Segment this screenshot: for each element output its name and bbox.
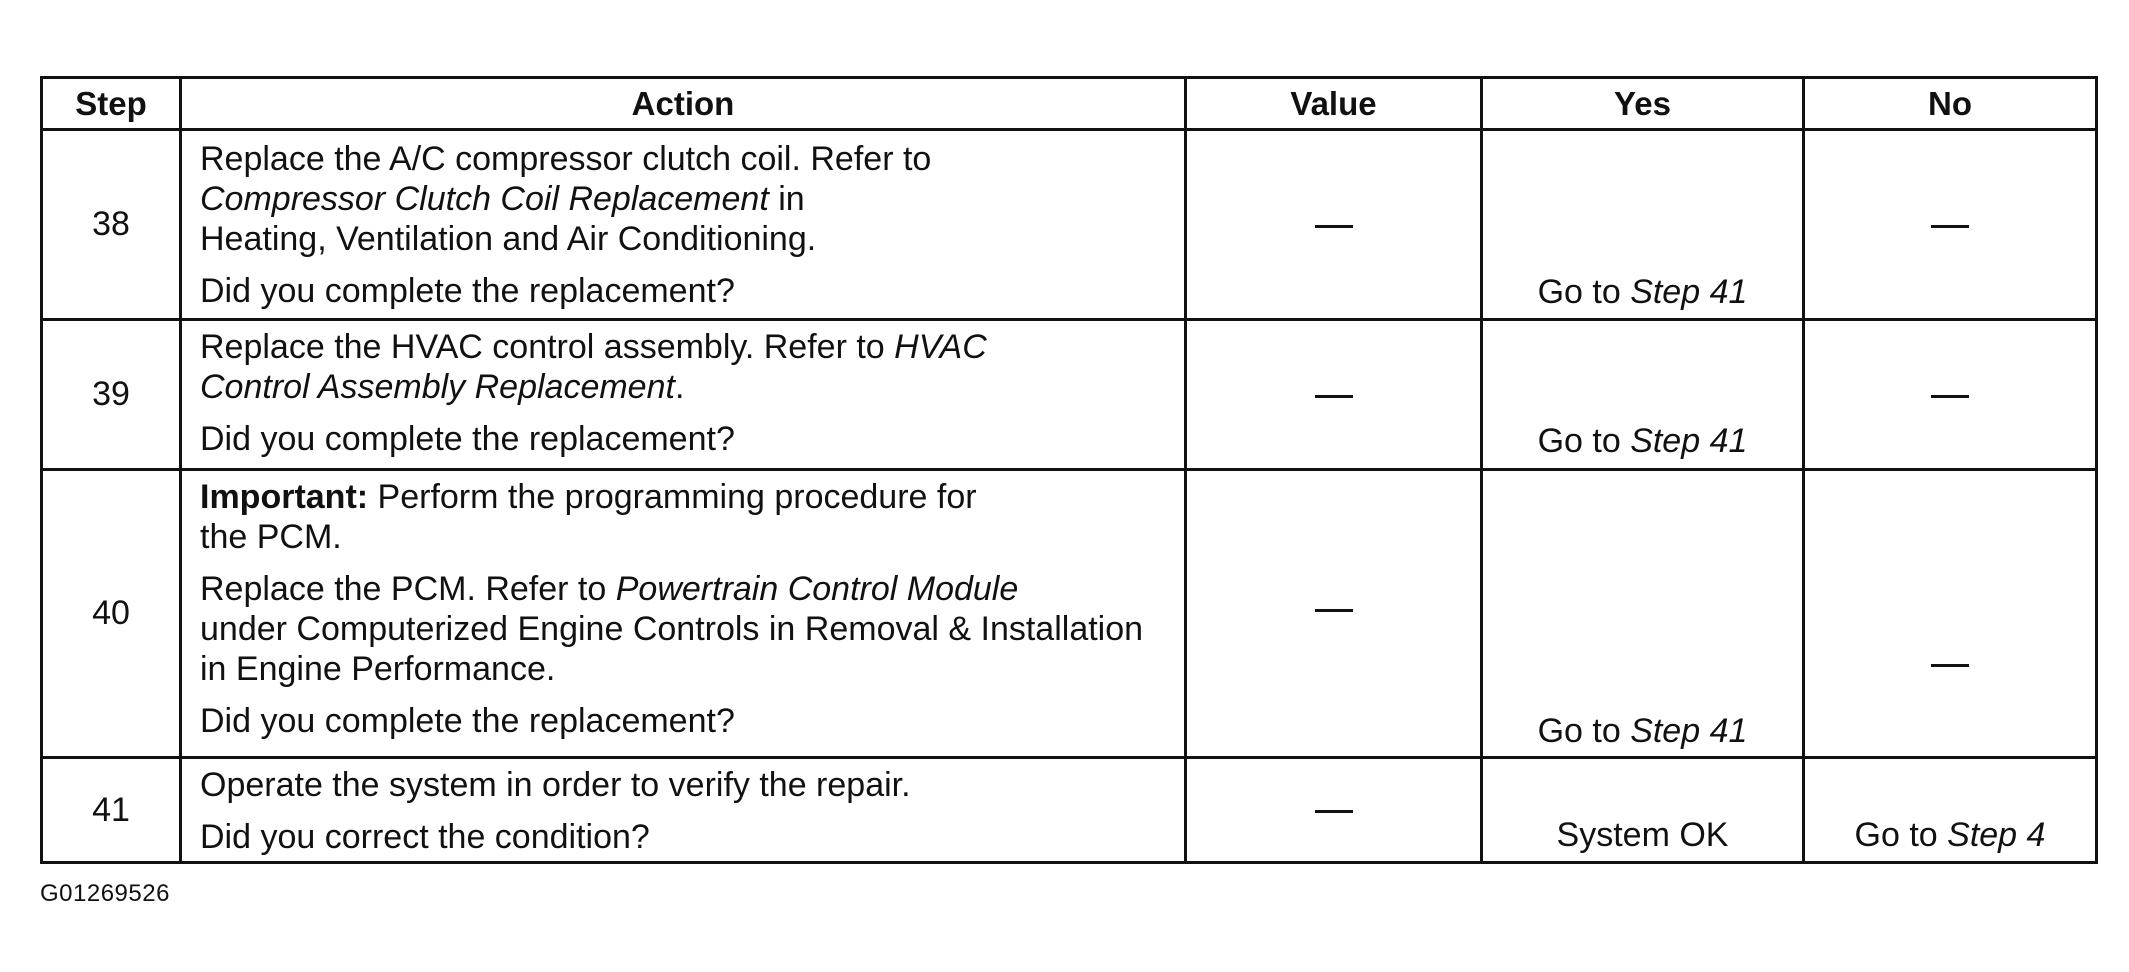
value-dash [1315, 395, 1353, 398]
diagnostic-table [40, 76, 2098, 864]
header-value: Value [1186, 78, 1482, 130]
header-no: No [1804, 78, 2097, 130]
step-reference: Step 4 [1947, 816, 2046, 854]
yes-action: Go to Step 41 [1537, 422, 1748, 460]
step-number: 41 [42, 758, 181, 863]
action-text: the PCM. [200, 518, 342, 556]
step-number: 39 [42, 320, 181, 470]
step-number: 40 [42, 470, 181, 758]
reference-link: Control Assembly Replacement [200, 368, 675, 406]
action-instruction [182, 569, 1184, 689]
no-cell [1804, 470, 2097, 758]
step-number: 38 [42, 130, 181, 320]
action-text: in Engine Performance. [200, 650, 556, 688]
header-action: Action [181, 78, 1186, 130]
no-dash [1931, 395, 1969, 398]
yes-action: Go to Step 41 [1537, 273, 1748, 311]
action-text: in [768, 180, 805, 218]
no-dash [1931, 225, 1969, 228]
action-instruction [182, 131, 1184, 259]
action-instruction [182, 321, 1184, 407]
table-row [42, 470, 2097, 758]
important-label: Important: [200, 478, 369, 516]
no-cell [1804, 758, 2097, 863]
step-reference: Step 41 [1630, 273, 1748, 311]
table-row [42, 320, 2097, 470]
action-text: under Computerized Engine Controls in Removal & Installation [200, 610, 1144, 648]
action-instruction: Operate the system in order to verify the repair. [200, 766, 911, 804]
action-cell [181, 470, 1186, 758]
reference-link: Powertrain Control Module [615, 570, 1019, 608]
action-cell [181, 320, 1186, 470]
value-cell [1186, 320, 1482, 470]
step-reference: Step 41 [1630, 712, 1748, 750]
action-cell [181, 758, 1186, 863]
no-action: Go to Step 4 [1854, 816, 2046, 854]
value-dash [1315, 225, 1353, 228]
no-dash [1931, 664, 1969, 667]
value-cell [1186, 758, 1482, 863]
header-row [42, 78, 2097, 130]
table-row [42, 758, 2097, 863]
value-dash [1315, 810, 1353, 813]
value-cell [1186, 130, 1482, 320]
action-question: Did you correct the condition? [200, 818, 650, 856]
figure-id: G01269526 [40, 880, 170, 907]
no-cell [1804, 320, 2097, 470]
action-question: Did you complete the replacement? [200, 702, 735, 740]
value-dash [1315, 609, 1353, 612]
action-question: Did you complete the replacement? [200, 420, 735, 458]
yes-cell [1482, 470, 1804, 758]
no-cell [1804, 130, 2097, 320]
action-text: Replace the A/C compressor clutch coil. Refer to [200, 140, 932, 178]
value-cell [1186, 470, 1482, 758]
action-text: Replace the HVAC control assembly. Refer to [200, 328, 895, 366]
action-cell [181, 130, 1186, 320]
yes-action: System OK [1556, 816, 1729, 854]
yes-cell [1482, 320, 1804, 470]
action-text: . [674, 368, 685, 406]
reference-link: HVAC [894, 328, 987, 366]
action-text: Replace the PCM. Refer to [200, 570, 616, 608]
header-yes: Yes [1482, 78, 1804, 130]
step-reference: Step 41 [1630, 422, 1748, 460]
header-step: Step [42, 78, 181, 130]
table-row [42, 130, 2097, 320]
yes-cell [1482, 758, 1804, 863]
action-question: Did you complete the replacement? [200, 272, 735, 310]
yes-cell [1482, 130, 1804, 320]
action-text: Perform the programming procedure for [368, 478, 977, 516]
important-note [182, 471, 1184, 557]
action-text: Heating, Ventilation and Air Conditioning. [200, 220, 817, 258]
yes-action: Go to Step 41 [1537, 712, 1748, 750]
reference-link: Compressor Clutch Coil Replacement [200, 180, 769, 218]
